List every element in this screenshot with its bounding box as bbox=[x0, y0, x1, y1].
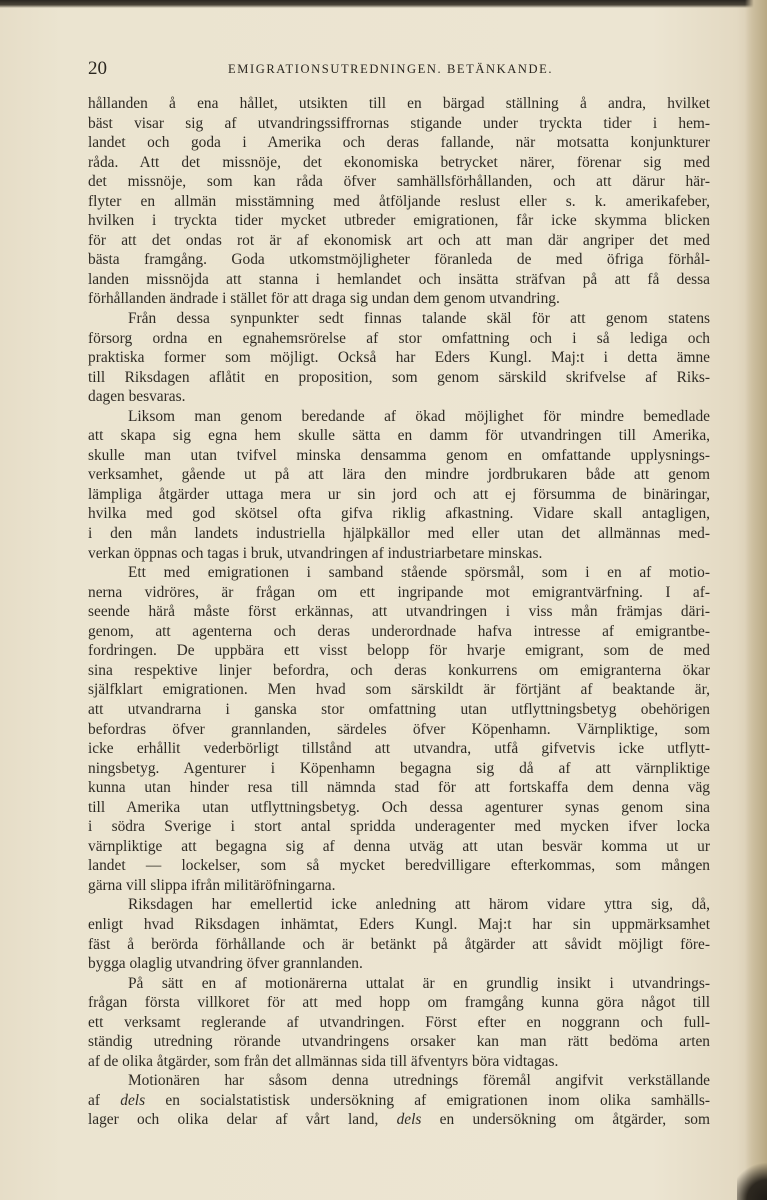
text-line: Liksom man genom beredande af ökad möjlighet för mindre bemedlade bbox=[128, 407, 710, 425]
text-line: värnpliktige att begagna sig af denna utväg att utan besvär komma ut ur bbox=[88, 837, 710, 855]
text-line-mixed bbox=[88, 1091, 710, 1111]
page-right-edge bbox=[745, 0, 767, 1200]
text-line: sina respektive linjer befordra, och deras konkurrens om emigranterna ökar bbox=[88, 661, 710, 679]
body-text bbox=[88, 94, 710, 1130]
text-line: bästa framgång. Goda utkomstmöjligheter föranleda de med öfriga förhål- bbox=[88, 251, 710, 269]
text-line: seende härå måste först erkännas, att utvandringen i viss mån främjas däri- bbox=[88, 603, 710, 621]
text-segment: lager och olika delar af vårt land, bbox=[88, 1111, 379, 1129]
text-line: praktiska former som möjligt. Också har Eders Kungl. Maj:t i detta ämne bbox=[88, 349, 710, 367]
text-line: lämpliga åtgärder uttaga mera ur sin jord och att ej försumma de binäringar, bbox=[88, 485, 710, 503]
text-line: förhållanden ändrade i stället för att draga sig undan dem genom utvandring. bbox=[88, 290, 560, 308]
text-line: ningsbetyg. Agenturer i Köpenhamn begagna sig då af att värnpliktige bbox=[88, 759, 710, 777]
text-line-mixed bbox=[88, 1110, 710, 1130]
text-line: genom, att agenterna och deras underordnade hafva intresse af emigrantbe- bbox=[88, 622, 710, 640]
text-line: att utvandrarna i ganska stor omfattning utan utflyttningsbetyg obehörigen bbox=[88, 700, 710, 718]
text-line: nerna vidröres, är frågan om ett ingripande mot emigrantvärfning. I af- bbox=[88, 583, 710, 601]
text-line: icke erhållit vederbörligt tillstånd att utvandra, utfå gifvetvis icke utflytt- bbox=[88, 740, 710, 758]
text-line: landet — lockelser, som så mycket beredvilligare efterkommas, som mången bbox=[88, 857, 710, 875]
text-line: af de olika åtgärder, som från det allmännas sida till äfventyrs böra vidtagas. bbox=[88, 1052, 559, 1070]
text-line: råda. Att det missnöje, det ekonomiska betrycket närer, förenar sig med bbox=[88, 153, 710, 171]
text-segment: af bbox=[88, 1091, 100, 1109]
text-line: det missnöje, som kan råda öfver samhällsförhållanden, och att därur här- bbox=[88, 173, 710, 191]
italic-emphasis: dels bbox=[120, 1091, 146, 1109]
running-head: EMIGRATIONSUTREDNINGEN. BETÄNKANDE. bbox=[228, 62, 554, 76]
text-line: bäst visar sig af utvandringssiffrornas stigande under tryckta tider i hem- bbox=[88, 114, 710, 132]
text-line: för att det ondas rot är af ekonomisk art och att man där angriper det med bbox=[88, 231, 710, 249]
text-line: befordras öfver grannlanden, särdeles öfver Köpenhamn. Värnpliktige, som bbox=[88, 720, 710, 738]
text-line: Från dessa synpunkter sedt finnas talande skäl för att genom statens bbox=[128, 310, 710, 328]
text-line: dagen besvaras. bbox=[88, 388, 186, 406]
text-line: fäst å berörda förhållande och är betänkt på åtgärder att såvidt möjligt före- bbox=[88, 935, 710, 953]
text-line: skulle man utan tvifvel minska densamma genom en omfattande upplysnings- bbox=[88, 446, 710, 464]
text-line: landen missnöjda att stanna i hemlandet och insätta sträfvan på att få dessa bbox=[88, 270, 710, 288]
text-line: flyter en allmän misstämning med åtföljande reslust eller s. k. amerikafeber, bbox=[88, 192, 710, 210]
text-line: Riksdagen har emellertid icke anledning att härom vidare yttra sig, då, bbox=[128, 896, 710, 914]
text-line: försorg ordna en egnahemsrörelse af stor omfattning och i så lediga och bbox=[88, 329, 710, 347]
text-line: verkan öppnas och tagas i bruk, utvandringen af industriarbetare minskas. bbox=[88, 544, 543, 562]
text-line: frågan första villkoret för att med hopp om framgång kunna göra något till bbox=[88, 994, 710, 1012]
text-line: verksamhet, gående ut på att lära den mindre jordbrukaren både att genom bbox=[88, 466, 710, 484]
italic-emphasis: dels bbox=[396, 1111, 422, 1129]
text-line: att skapa sig egna hem skulle sätta en damm för utvandringen till Amerika, bbox=[88, 427, 710, 445]
page-corner-shadow bbox=[737, 1160, 767, 1200]
text-line: hvilken i tryckta tider mycket utbreder emigrationen, får icke skymma blicken bbox=[88, 212, 710, 230]
text-line: fordringen. De uppbära ett visst belopp för hvarje emigrant, som de med bbox=[88, 642, 710, 660]
text-line: hvilka med god skötsel ofta gifva riklig afkastning. Vidare skall antagligen, bbox=[88, 505, 710, 523]
page-number: 20 bbox=[88, 58, 107, 79]
text-line: i södra Sverige i stort antal spridda underagenter med mycken ifver locka bbox=[88, 818, 710, 836]
text-line: till Riksdagen aflåtit en proposition, som genom särskild skrifvelse af Riks- bbox=[88, 368, 710, 386]
page-header bbox=[88, 58, 708, 80]
page-top-edge bbox=[0, 0, 767, 8]
text-line: i den mån landets industriella hjälpkällor med eller utan det allmännas med- bbox=[88, 525, 710, 543]
text-line: till Amerika utan utflyttningsbetyg. Och dessa agenturer synas genom sina bbox=[88, 798, 710, 816]
text-segment: en undersökning om åtgärder, som bbox=[439, 1111, 710, 1129]
text-segment: en socialstatistisk undersökning af emigrationen inom olika samhälls- bbox=[165, 1091, 710, 1109]
text-line: bygga olaglig utvandring öfver grannlanden. bbox=[88, 955, 363, 973]
text-line: ett verksamt reglerande af utvandringen. Först efter en noggrann och full- bbox=[88, 1013, 710, 1031]
text-line: Ett med emigrationen i samband stående spörsmål, som i en af motio- bbox=[128, 564, 710, 582]
text-line: gärna vill slippa ifrån militäröfningarna. bbox=[88, 876, 336, 894]
text-line: kunna utan hinder resa till nämnda stad för att fortskaffa dem denna väg bbox=[88, 779, 710, 797]
text-line: ständig utredning rörande utvandringens orsaker kan man rätt bedöma arten bbox=[88, 1033, 710, 1051]
text-line: enligt hvad Riksdagen inhämtat, Eders Kungl. Maj:t har sin uppmärksamhet bbox=[88, 915, 710, 933]
text-line: På sätt en af motionärerna uttalat är en grundlig insikt i utvandrings- bbox=[128, 974, 710, 992]
text-line: hållanden å ena hållet, utsikten till en bärgad ställning å andra, hvilket bbox=[88, 95, 710, 112]
text-line: själfklart emigrationen. Men hvad som särskildt är förtjänt af beaktande är, bbox=[88, 681, 710, 699]
text-line: landet och goda i Amerika och deras fallande, när motsatta konjunkturer bbox=[88, 134, 710, 152]
text-line: Motionären har såsom denna utrednings föremål angifvit verkställande bbox=[128, 1072, 710, 1090]
